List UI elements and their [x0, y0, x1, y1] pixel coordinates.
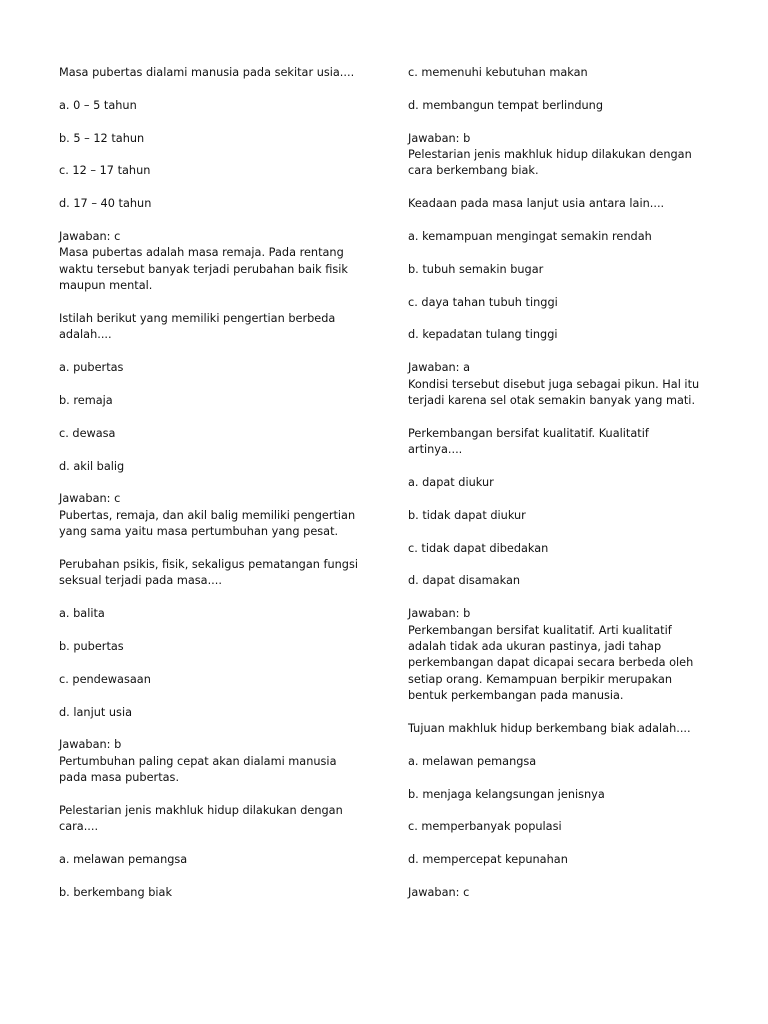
text-line: adalah tidak ada ukuran pastinya, jadi tahap	[408, 640, 662, 653]
paragraph-gap	[59, 623, 371, 639]
text-paragraph	[408, 360, 718, 409]
text-line: Jawaban: c	[59, 229, 121, 243]
paragraph-gap	[408, 311, 718, 327]
text-line: Jawaban: b	[408, 607, 471, 621]
text-line: cara....	[59, 820, 99, 834]
text-line: setiap orang. Kemampuan berpikir merupakan	[408, 672, 673, 686]
text-line: d. lanjut usia	[59, 705, 132, 719]
text-line: b. pubertas	[59, 640, 124, 653]
text-paragraph	[59, 393, 371, 409]
paragraph-gap	[408, 590, 718, 606]
text-line: b. menjaga kelangsungan jenisnya	[408, 787, 605, 801]
paragraph-gap	[59, 787, 371, 803]
text-line: Perubahan psikis, fisik, sekaligus pematangan fungsi	[59, 558, 358, 571]
paragraph-gap	[408, 114, 718, 130]
text-paragraph	[59, 639, 371, 655]
text-line: artinya....	[408, 443, 463, 457]
text-line: Jawaban: a	[408, 361, 470, 375]
text-line: Pelestarian jenis makhluk hidup dilakukan dengan	[59, 804, 343, 817]
text-paragraph	[408, 787, 718, 803]
text-paragraph	[408, 606, 718, 704]
text-line: Istilah berikut yang memiliki pengertian berbeda	[59, 312, 336, 325]
text-line: terjadi karena sel otak semakin banyak yang mati.	[408, 394, 696, 407]
paragraph-gap	[408, 524, 718, 540]
text-paragraph	[408, 754, 718, 770]
paragraph-gap	[408, 557, 718, 573]
paragraph-gap	[408, 869, 718, 885]
text-paragraph	[408, 508, 718, 524]
text-line: b. berkembang biak	[59, 886, 173, 899]
text-paragraph	[59, 491, 371, 540]
text-paragraph	[408, 98, 718, 114]
text-paragraph	[408, 819, 718, 835]
text-paragraph	[408, 475, 718, 491]
text-paragraph	[59, 803, 371, 836]
paragraph-gap	[59, 344, 371, 360]
text-line: d. kepadatan tulang tinggi	[408, 328, 558, 342]
text-line: Kondisi tersebut disebut juga sebagai pikun. Hal itu	[408, 377, 700, 391]
text-paragraph	[408, 229, 718, 245]
paragraph-gap	[408, 459, 718, 475]
text-line: adalah....	[59, 328, 112, 342]
text-line: c. memenuhi kebutuhan makan	[408, 66, 588, 79]
paragraph-gap	[59, 81, 371, 97]
text-paragraph	[408, 541, 718, 557]
text-line: Pertumbuhan paling cepat akan dialami manusia	[59, 754, 337, 768]
text-paragraph	[408, 262, 718, 278]
paragraph-gap	[408, 213, 718, 229]
text-paragraph	[408, 721, 718, 737]
text-line: a. pubertas	[59, 361, 124, 375]
text-line: c. pendewasaan	[59, 672, 151, 686]
text-line: maupun mental.	[59, 279, 153, 293]
paragraph-gap	[408, 705, 718, 721]
text-paragraph	[59, 311, 371, 344]
paragraph-gap	[59, 541, 371, 557]
text-line: a. melawan pemangsa	[408, 754, 537, 768]
text-paragraph	[59, 360, 371, 376]
text-line: b. tubuh semakin bugar	[408, 262, 544, 276]
text-paragraph	[59, 672, 371, 688]
paragraph-gap	[59, 590, 371, 606]
paragraph-gap	[408, 491, 718, 507]
text-line: c. 12 – 17 tahun	[59, 164, 151, 178]
text-paragraph	[59, 852, 371, 868]
text-paragraph	[408, 426, 718, 459]
paragraph-gap	[408, 245, 718, 261]
text-line: c. daya tahan tubuh tinggi	[408, 295, 558, 309]
text-line: a. balita	[59, 607, 105, 621]
text-paragraph	[59, 196, 371, 212]
text-line: d. 17 – 40 tahun	[59, 197, 152, 211]
text-paragraph	[59, 459, 371, 475]
paragraph-gap	[408, 803, 718, 819]
paragraph-gap	[59, 869, 371, 885]
text-line: Perkembangan bersifat kualitatif. Kualitatif	[408, 426, 649, 440]
text-line: Pubertas, remaja, dan akil balig memiliki pengertian	[59, 508, 356, 522]
paragraph-gap	[59, 213, 371, 229]
text-line: a. melawan pemangsa	[59, 853, 188, 867]
text-line: b. tidak dapat diukur	[408, 508, 526, 522]
paragraph-gap	[59, 688, 371, 704]
paragraph-gap	[408, 737, 718, 753]
text-line: pada masa pubertas.	[59, 771, 180, 785]
left-column	[59, 65, 371, 901]
paragraph-gap	[59, 655, 371, 671]
text-line: bentuk perkembangan pada manusia.	[408, 689, 624, 703]
text-line: Jawaban: c	[59, 492, 121, 506]
text-line: a. 0 – 5 tahun	[59, 98, 137, 112]
paragraph-gap	[408, 278, 718, 294]
paragraph-gap	[59, 721, 371, 737]
right-column	[408, 65, 718, 901]
text-line: perkembangan dapat dicapai secara berbeda oleh	[408, 656, 694, 670]
paragraph-gap	[59, 836, 371, 852]
paragraph-gap	[59, 180, 371, 196]
text-paragraph	[408, 885, 718, 901]
text-line: d. akil balig	[59, 459, 125, 473]
text-paragraph	[59, 606, 371, 622]
paragraph-gap	[59, 475, 371, 491]
paragraph-gap	[59, 295, 371, 311]
text-paragraph	[59, 557, 371, 590]
text-line: Masa pubertas adalah masa remaja. Pada rentang	[59, 246, 344, 260]
text-paragraph	[59, 885, 371, 901]
paragraph-gap	[59, 377, 371, 393]
text-line: d. membangun tempat berlindung	[408, 98, 604, 112]
text-line: c. dewasa	[59, 426, 116, 440]
text-paragraph	[59, 229, 371, 295]
text-line: c. tidak dapat dibedakan	[408, 541, 549, 555]
paragraph-gap	[408, 180, 718, 196]
text-line: Jawaban: b	[59, 738, 122, 752]
paragraph-gap	[408, 344, 718, 360]
text-paragraph	[408, 852, 718, 868]
text-line: waktu tersebut banyak terjadi perubahan baik fisik	[59, 262, 348, 276]
text-paragraph	[59, 98, 371, 114]
text-paragraph	[59, 705, 371, 721]
text-paragraph	[408, 327, 718, 343]
text-line: a. kemampuan mengingat semakin rendah	[408, 230, 652, 243]
paragraph-gap	[59, 442, 371, 458]
text-paragraph	[408, 196, 718, 212]
text-line: Jawaban: c	[408, 886, 470, 899]
paragraph-gap	[59, 147, 371, 163]
text-line: seksual terjadi pada masa....	[59, 574, 222, 588]
paragraph-gap	[408, 81, 718, 97]
text-paragraph	[408, 131, 718, 180]
text-paragraph	[408, 65, 718, 81]
text-line: b. remaja	[59, 394, 113, 407]
text-line: Tujuan makhluk hidup berkembang biak adalah....	[408, 722, 691, 736]
paragraph-gap	[408, 836, 718, 852]
text-line: c. memperbanyak populasi	[408, 820, 562, 834]
paragraph-gap	[59, 409, 371, 425]
paragraph-gap	[59, 114, 371, 130]
text-line: Masa pubertas dialami manusia pada sekitar usia....	[59, 66, 355, 79]
paragraph-gap	[408, 409, 718, 425]
text-line: Perkembangan bersifat kualitatif. Arti kualitatif	[408, 623, 672, 637]
text-line: d. dapat disamakan	[408, 574, 521, 588]
text-line: cara berkembang biak.	[408, 164, 539, 178]
text-line: Keadaan pada masa lanjut usia antara lain....	[408, 197, 665, 211]
text-paragraph	[59, 737, 371, 786]
text-paragraph	[59, 65, 371, 81]
text-paragraph	[408, 295, 718, 311]
text-paragraph	[408, 573, 718, 589]
paragraph-gap	[408, 770, 718, 786]
text-line: Pelestarian jenis makhluk hidup dilakukan dengan	[408, 148, 692, 161]
text-line: a. dapat diukur	[408, 476, 494, 489]
text-line: Jawaban: b	[408, 131, 471, 145]
text-paragraph	[59, 163, 371, 179]
text-paragraph	[59, 426, 371, 442]
text-line: d. mempercepat kepunahan	[408, 853, 568, 867]
text-line: yang sama yaitu masa pertumbuhan yang pesat.	[59, 525, 339, 539]
text-paragraph	[59, 131, 371, 147]
text-line: b. 5 – 12 tahun	[59, 131, 145, 145]
